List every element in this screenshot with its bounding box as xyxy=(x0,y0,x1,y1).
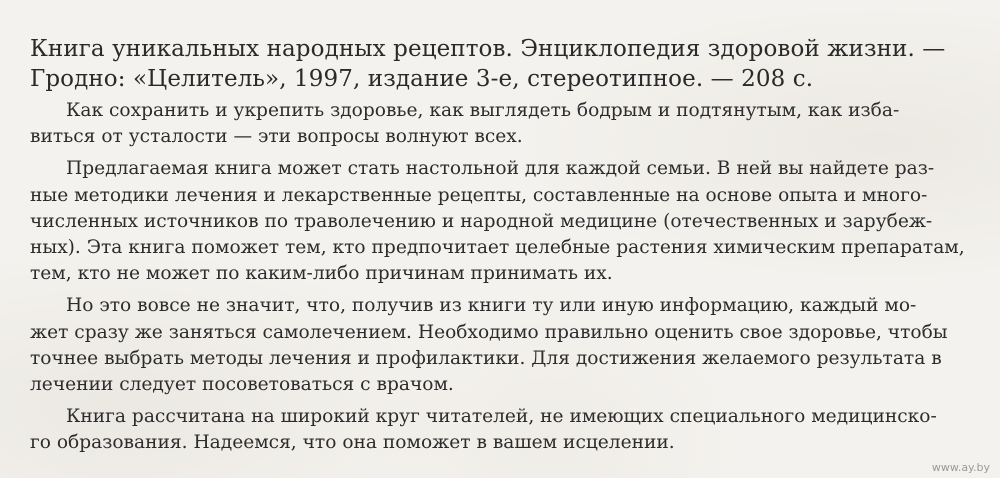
book-citation xyxy=(30,34,990,94)
paragraph-line: го образования. Надеемся, что она поможет в вашем исцелении. xyxy=(30,432,675,454)
paragraph-line: Книга рассчитана на широкий круг читателей, не имеющих специального медицинско- xyxy=(66,406,937,428)
paragraph-line: точнее выбрать методы лечения и профилактики. Для достижения желаемого результата в xyxy=(30,347,942,369)
paragraph-line: ных). Эта книга поможет тем, кто предпочитает целебные растения химическим препаратам, xyxy=(30,237,965,259)
paragraph xyxy=(30,293,990,398)
book-description xyxy=(30,98,990,463)
paragraph-line: тем, кто не может по каким-либо причинам принимать их. xyxy=(30,263,613,285)
paragraph-line: Предлагаемая книга может стать настольной для каждой семьи. В ней вы найдете раз- xyxy=(66,158,935,180)
citation-line: Гродно: «Целитель», 1997, издание 3-е, стереотипное. — 208 с. xyxy=(30,66,814,92)
paragraph-line: Как сохранить и укрепить здоровье, как выглядеть бодрым и подтянутым, как изба- xyxy=(66,100,900,121)
paragraph xyxy=(30,156,990,287)
paragraph-line: лечении следует посоветоваться с врачом. xyxy=(30,374,454,396)
paragraph-line: ные методики лечения и лекарственные рецепты, составленные на основе опыта и много- xyxy=(30,184,928,206)
paragraph xyxy=(30,98,990,150)
paragraph xyxy=(30,404,990,456)
paragraph-line: Но это вовсе не значит, что, получив из книги ту или иную информацию, каждый мо- xyxy=(66,295,917,317)
site-watermark: www.ay.by xyxy=(931,461,990,474)
paragraph-line: численных источников по траволечению и народной медицине (отечественных и зарубеж- xyxy=(30,210,933,232)
paragraph-line: виться от усталости — эти вопросы волнуют всех. xyxy=(30,126,523,148)
citation-line: Книга уникальных народных рецептов. Энциклопедия здоровой жизни. — xyxy=(30,36,946,62)
paragraph-line: жет сразу же заняться самолечением. Необходимо правильно оценить свое здоровье, чтобы xyxy=(30,321,948,343)
